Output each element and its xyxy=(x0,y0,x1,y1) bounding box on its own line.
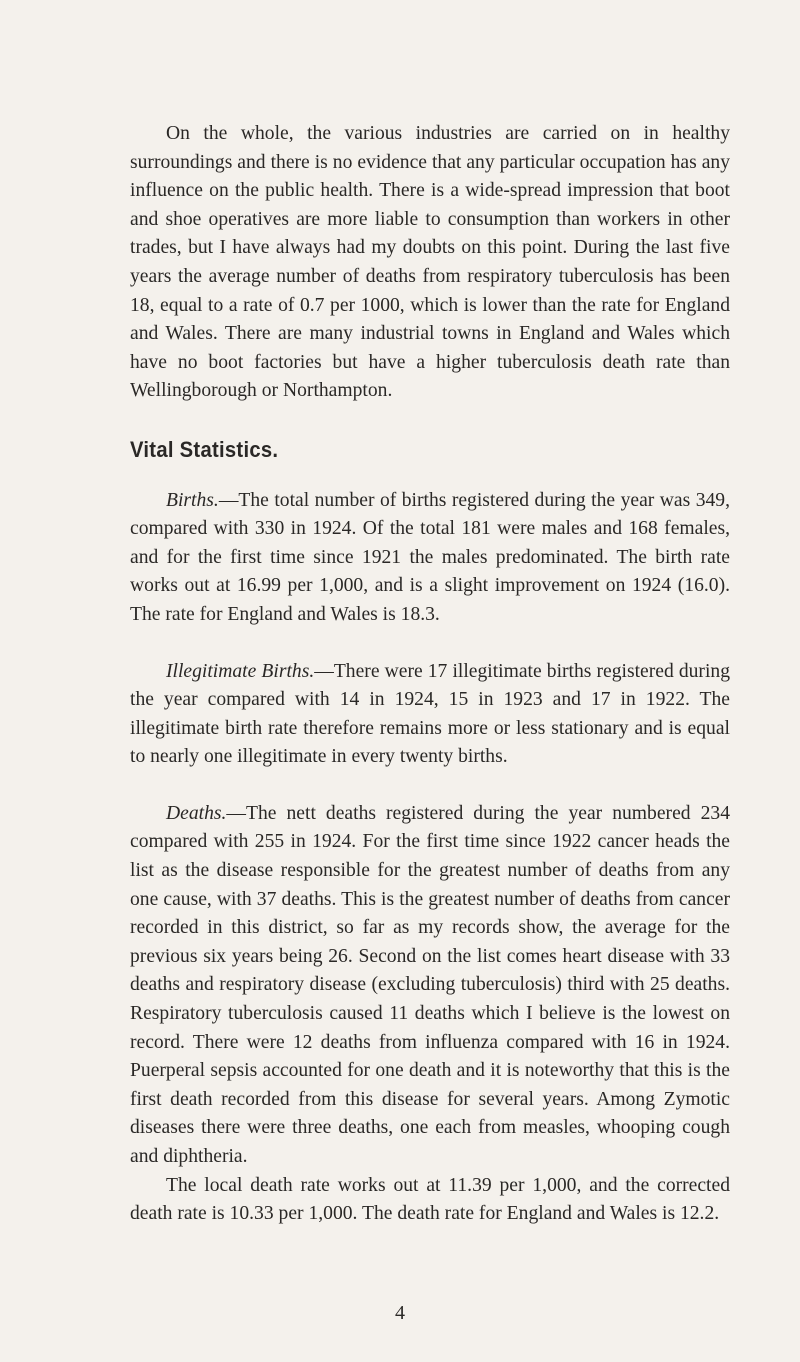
illegitimate-births-paragraph xyxy=(130,658,730,772)
deaths-text: —The nett deaths registered during the year numbered 234 compared with 255 in 1924. For the first time since 1922 cancer heads the list as the disease responsible for the greatest number of deaths from any one cause, with 37 deaths. This is the greatest number of deaths from cancer recorded in this district, so far as my records show, the average for the previous six years being 26. Second on the list comes heart disease with 33 deaths and respiratory disease (excluding tuberculosis) third with 25 deaths. Respiratory tuberculosis caused 11 deaths which I believe is the lowest on record. There were 12 deaths from influenza compared with 16 in 1924. Puerperal sepsis accounted for one death and it is noteworthy that this is the first death recorded from this disease for several years. Among Zymotic diseases there were three deaths, one each from measles, whooping cough and diphtheria. xyxy=(130,802,730,1167)
death-rate-paragraph: The local death rate works out at 11.39 per 1,000, and the corrected death rate is 10.33 per 1,000. The death rate for England and Wales is 12.2. xyxy=(130,1174,730,1225)
births-text: —The total number of births registered during the year was 349, compared with 330 in 1924. Of the total 181 were males and 168 females, and for the first time since 1921 the males predominated. The birth rate works out at 16.99 per 1,000, and is a slight improvement on 1924 (16.0). The rate for England and Wales is 18.3. xyxy=(130,489,730,625)
section-heading: Vital Statistics. xyxy=(130,436,279,462)
intro-paragraph: On the whole, the various industries are carried on in healthy surroundings and there is no evidence that any particular occupation has any influence on the public health. There is a wide-spread impression that boot and shoe operatives are more liable to consumption than workers in other trades, but I have always had my doubts on this point. During the last five years the average number of deaths from respiratory tuberculosis has been 18, equal to a rate of 0.7 per 1000, which is lower than the rate for England and Wales. There are many industrial towns in England and Wales which have no boot factories but have a higher tuberculosis death rate than Wellingborough or Northampton. xyxy=(130,123,730,402)
deaths-label: Deaths. xyxy=(166,802,227,824)
births-paragraph xyxy=(130,487,730,630)
births-label: Births. xyxy=(166,489,219,511)
document-page xyxy=(130,120,730,1229)
illegitimate-births-label: Illegitimate Births. xyxy=(166,660,315,682)
illegitimate-births-text: —There were 17 illegitimate births registered during the year compared with 14 in 1924, 15 in 1923 and 17 in 1922. The illegitimate birth rate therefore remains more or less stationary and is equal to nearly one illegitimate in every twenty births. xyxy=(130,660,730,768)
page-number: 4 xyxy=(395,1302,405,1324)
deaths-paragraph xyxy=(130,800,730,1172)
